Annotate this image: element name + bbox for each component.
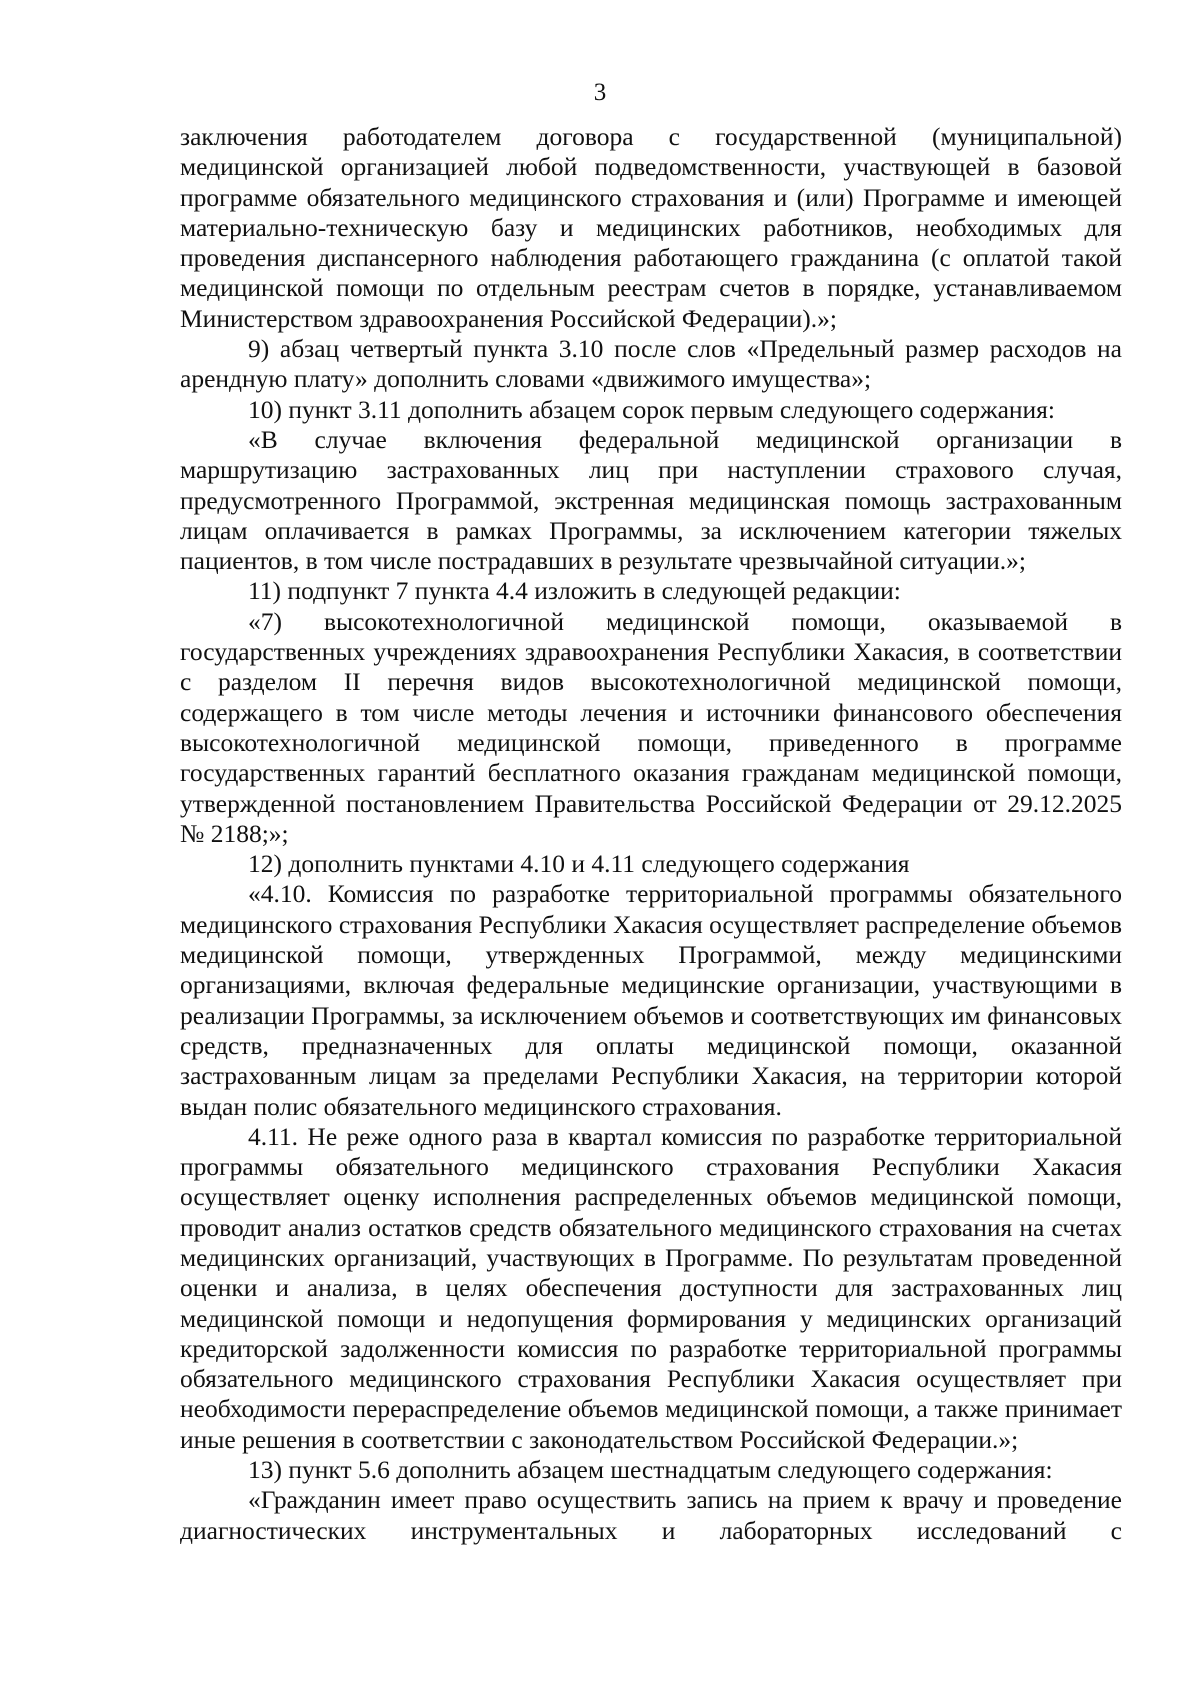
document-body	[180, 122, 1122, 1546]
paragraph-item-12-point-4-10: «4.10. Комиссия по разработке территориальной программы обязательного медицинского страхования Республики Хакасия осуществляет распределение объемов медицинской помощи, утвержденных Программой, между медицинскими организациями, включая федеральные медицинские организации, участвующими в реализации Программы, за исключением объемов и соответствующих им финансовых средств, предназначенных для оплаты медицинской помощи, оказанной застрахованным лицам за пределами Республики Хакасия, на территории которой выдан полис обязательного медицинского страхования.	[180, 879, 1122, 1121]
paragraph-item-13: 13) пункт 5.6 дополнить абзацем шестнадцатым следующего содержания:	[248, 1455, 1053, 1485]
paragraph-item-10: 10) пункт 3.11 дополнить абзацем сорок первым следующего содержания:	[248, 394, 1055, 424]
paragraph-item-13-quote: «Гражданин имеет право осуществить запись на прием к врачу и проведение диагностических инструментальных и лабораторных исследований с	[180, 1485, 1122, 1545]
paragraph-item-11-quote: «7) высокотехнологичной медицинской помощи, оказываемой в государственных учреждениях здравоохранения Республики Хакасия, в соответствии с разделом II перечня видов высокотехнологичной медицинской помощи, содержащего в том числе методы лечения и источники финансового обеспечения высокотехнологичной медицинской помощи, приведенного в программе государственных гарантий бесплатного оказания гражданам медицинской помощи, утвержденной постановлением Правительства Российской Федерации от 29.12.2025 № 2188;»;	[180, 606, 1122, 848]
paragraph-continuation: заключения работодателем договора с государственной (муниципальной) медицинской организацией любой подведомственности, участвующей в базовой программе обязательного медицинского страхования и (или) Программе и имеющей материально-техническую базу и медицинских работников, необходимых для проведения диспансерного наблюдения работающего гражданина (с оплатой такой медицинской помощи по отдельным реестрам счетов в порядке, устанавливаемом Министерством здравоохранения Российской Федерации).»;	[180, 122, 1122, 333]
paragraph-item-9: 9) абзац четвертый пункта 3.10 после слов «Предельный размер расходов на арендную плату» дополнить словами «движимого имущества»;	[180, 334, 1122, 394]
paragraph-item-12: 12) дополнить пунктами 4.10 и 4.11 следующего содержания	[248, 849, 910, 879]
paragraph-item-11: 11) подпункт 7 пункта 4.4 изложить в следующей редакции:	[248, 576, 901, 606]
paragraph-item-10-quote: «В случае включения федеральной медицинской организации в маршрутизацию застрахованных лиц при наступлении страхового случая, предусмотренного Программой, экстренная медицинская помощь застрахованным лицам оплачивается в рамках Программы, за исключением категории тяжелых пациентов, в том числе пострадавших в результате чрезвычайной ситуации.»;	[180, 424, 1122, 576]
page-number: 3	[593, 79, 607, 106]
paragraph-item-12-point-4-11: 4.11. Не реже одного раза в квартал комиссия по разработке территориальной программы обязательного медицинского страхования Республики Хакасия осуществляет оценку исполнения распределенных объемов медицинской помощи, проводит анализ остатков средств обязательного медицинского страхования на счетах медицинских организаций, участвующих в Программе. По результатам проведенной оценки и анализа, в целях обеспечения доступности для застрахованных лиц медицинской помощи и недопущения формирования у медицинских организаций кредиторской задолженности комиссия по разработке территориальной программы обязательного медицинского страхования Республики Хакасия осуществляет при необходимости перераспределение объемов медицинской помощи, а также принимает иные решения в соответствии с законодательством Российской Федерации.»;	[180, 1121, 1122, 1454]
